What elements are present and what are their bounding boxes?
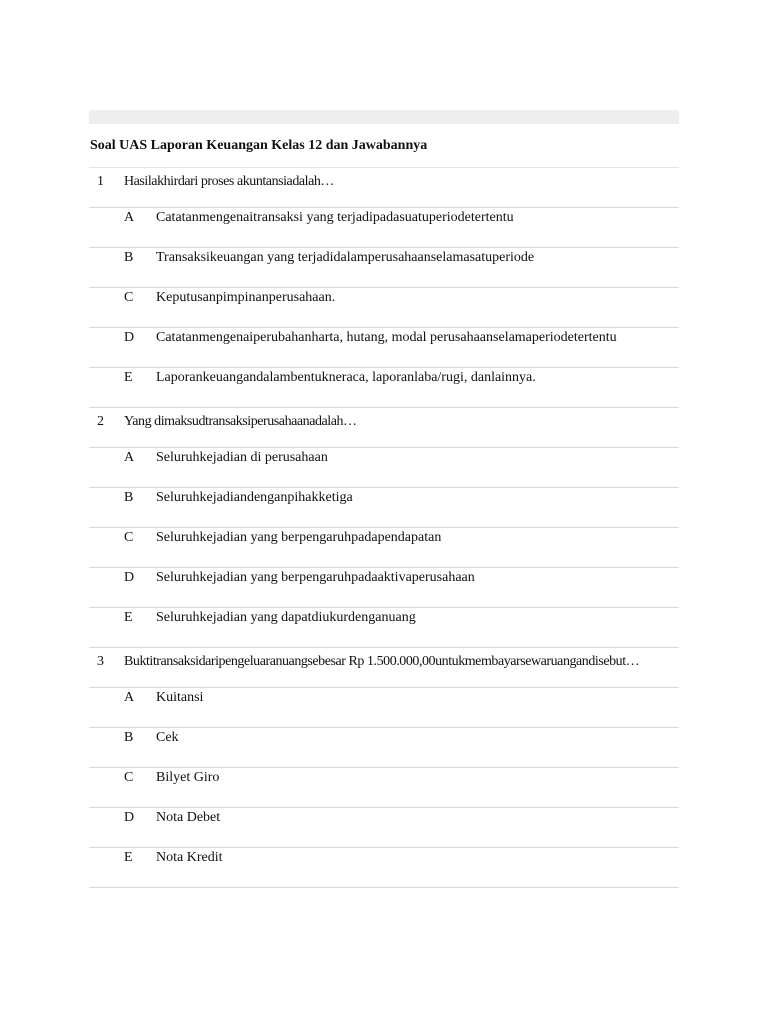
option-row — [89, 608, 679, 648]
option-text: Seluruhkejadian yang berpengaruhpadaaktivaperusahaan — [156, 570, 475, 585]
option-letter: B — [124, 250, 134, 265]
option-letter: E — [124, 370, 133, 385]
option-letter: B — [124, 490, 134, 505]
question-text: Buktitransaksidaripengeluaranuangsebesar Rp 1.500.000,00untukmembayarsewaruangandisebut… — [124, 654, 640, 669]
option-letter: B — [124, 730, 134, 745]
option-letter: C — [124, 290, 134, 305]
question-text: Yang dimaksudtransaksiperusahaanadalah… — [124, 414, 357, 429]
option-row — [89, 528, 679, 568]
option-text: Keputusanpimpinanperusahaan. — [156, 290, 336, 305]
option-text: Cek — [156, 730, 179, 745]
option-letter: E — [124, 610, 133, 625]
option-row — [89, 448, 679, 488]
option-letter: D — [124, 810, 135, 825]
option-row — [89, 728, 679, 768]
option-row — [89, 368, 679, 408]
question-number: 2 — [97, 414, 104, 429]
question-number: 3 — [97, 654, 104, 669]
option-letter: E — [124, 850, 133, 865]
option-text: Bilyet Giro — [156, 770, 220, 785]
option-text: Seluruhkejadiandenganpihakketiga — [156, 490, 353, 505]
question-text: Hasilakhirdari proses akuntansiadalah… — [124, 174, 334, 189]
option-text: Catatanmengenaitransaksi yang terjadipadasuatuperiodetertentu — [156, 210, 514, 225]
option-row — [89, 288, 679, 328]
option-letter: D — [124, 570, 135, 585]
header-band — [89, 110, 679, 124]
option-text: Kuitansi — [156, 690, 204, 705]
question-row — [89, 648, 679, 688]
option-letter: A — [124, 690, 135, 705]
option-letter: A — [124, 450, 135, 465]
question-number: 1 — [97, 174, 104, 189]
option-letter: C — [124, 530, 134, 545]
option-row — [89, 768, 679, 808]
option-row — [89, 848, 679, 888]
option-text: Catatanmengenaiperubahanharta, hutang, modal perusahaanselamaperiodetertentu — [156, 330, 617, 345]
option-row — [89, 248, 679, 288]
option-letter: D — [124, 330, 135, 345]
option-row — [89, 488, 679, 528]
document-page — [89, 110, 679, 888]
question-row — [89, 168, 679, 208]
option-letter: C — [124, 770, 134, 785]
document-title: Soal UAS Laporan Keuangan Kelas 12 dan Jawabannya — [89, 124, 679, 168]
option-text: Laporankeuangandalambentukneraca, laporanlaba/rugi, danlainnya. — [156, 370, 536, 385]
option-text: Nota Debet — [156, 810, 221, 825]
option-text: Seluruhkejadian yang dapatdiukurdenganuang — [156, 610, 416, 625]
option-row — [89, 328, 679, 368]
option-text: Transaksikeuangan yang terjadidalamperusahaanselamasatuperiode — [156, 250, 535, 265]
option-text: Seluruhkejadian di perusahaan — [156, 450, 328, 465]
option-letter: A — [124, 210, 135, 225]
option-row — [89, 808, 679, 848]
option-row — [89, 688, 679, 728]
question-row — [89, 408, 679, 448]
option-row — [89, 208, 679, 248]
option-row — [89, 568, 679, 608]
option-text: Seluruhkejadian yang berpengaruhpadapendapatan — [156, 530, 442, 545]
option-text: Nota Kredit — [156, 850, 223, 865]
